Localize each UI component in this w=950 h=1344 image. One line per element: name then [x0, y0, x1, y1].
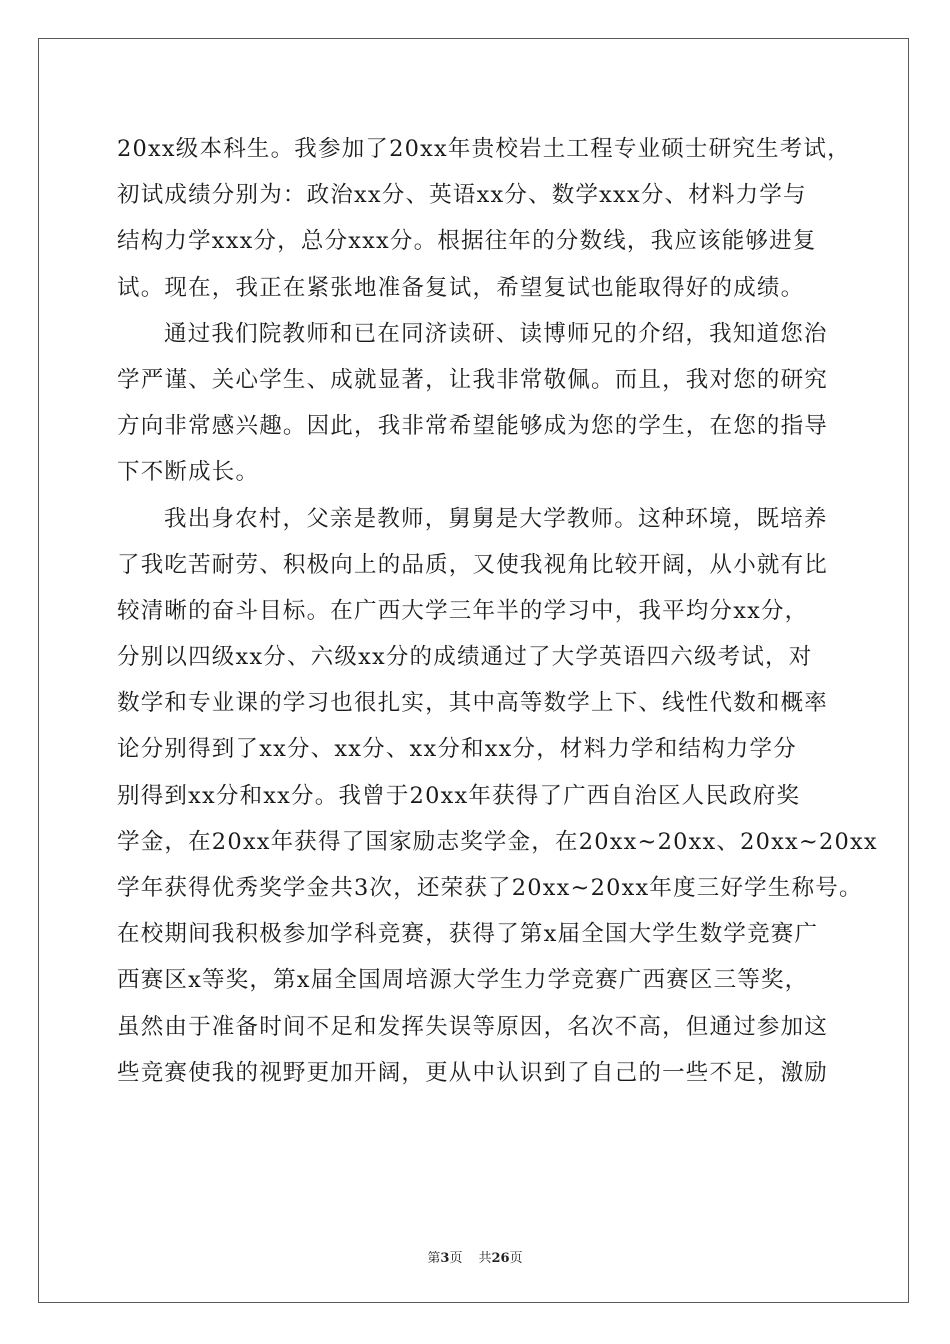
text-line: 学年获得优秀奖学金共3次，还荣获了20xx~20xx年度三好学生称号。	[117, 875, 863, 901]
text-line: 分别以四级xx分、六级xx分的成绩通过了大学英语四六级考试，对	[117, 644, 813, 671]
text-line: 数学和专业课的学习也很扎实，其中高等数学上下、线性代数和概率	[117, 690, 829, 717]
paragraph-start-line: 通过我们院教师和已在同济读研、读博师兄的介绍，我知道您治	[164, 320, 828, 347]
text-line: 学严谨、关心学生、成就显著，让我非常敬佩。而且，我对您的研究	[117, 366, 829, 393]
text-line: 西赛区x等奖，第x届全国周培源大学生力学竞赛广西赛区三等奖，	[117, 967, 809, 994]
page-footer	[0, 1247, 950, 1266]
text-line: 初试成绩分别为：政治xx分、英语xx分、数学xxx分、材料力学与	[117, 182, 807, 209]
text-line: 方向非常感兴趣。因此，我非常希望能够成为您的学生，在您的指导	[117, 413, 829, 440]
text-line: 20xx级本科生。我参加了20xx年贵校岩土工程专业硕士研究生考试，	[117, 136, 851, 162]
text-line: 较清晰的奋斗目标。在广西大学三年半的学习中，我平均分xx分，	[117, 597, 809, 624]
page-suffix: 页	[449, 1251, 463, 1266]
text-line: 别得到xx分和xx分。我曾于20xx年获得了广西自治区人民政府奖	[117, 782, 801, 809]
page-prefix: 第	[427, 1251, 441, 1266]
total-pages: 26	[491, 1251, 510, 1266]
text-line: 了我吃苦耐劳、积极向上的品质，又使我视角比较开阔，从小就有比	[117, 551, 829, 578]
total-suffix: 页	[509, 1251, 523, 1266]
document-body	[117, 126, 878, 1096]
page-number: 3	[440, 1251, 450, 1266]
text-line: 学金，在20xx年获得了国家励志奖学金，在20xx~20xx、20xx~20xx	[117, 828, 878, 855]
text-line: 些竞赛使我的视野更加开阔，更从中认识到了自己的一些不足，激励	[117, 1059, 829, 1086]
text-line: 试。现在，我正在紧张地准备复试，希望复试也能取得好的成绩。	[117, 274, 805, 301]
text-line: 下不断成长。	[117, 459, 260, 486]
text-line: 论分别得到了xx分、xx分、xx分和xx分，材料力学和结构力学分	[117, 736, 797, 763]
paragraph-start-line: 我出身农村，父亲是教师，舅舅是大学教师。这种环境，既培养	[164, 505, 828, 532]
text-line: 在校期间我积极参加学科竞赛，获得了第x届全国大学生数学竞赛广	[117, 921, 819, 948]
text-line: 结构力学xxx分，总分xxx分。根据往年的分数线，我应该能够进复	[117, 228, 817, 255]
total-prefix: 共	[478, 1251, 492, 1266]
text-line: 虽然由于准备时间不足和发挥失误等原因，名次不高，但通过参加这	[117, 1013, 829, 1040]
